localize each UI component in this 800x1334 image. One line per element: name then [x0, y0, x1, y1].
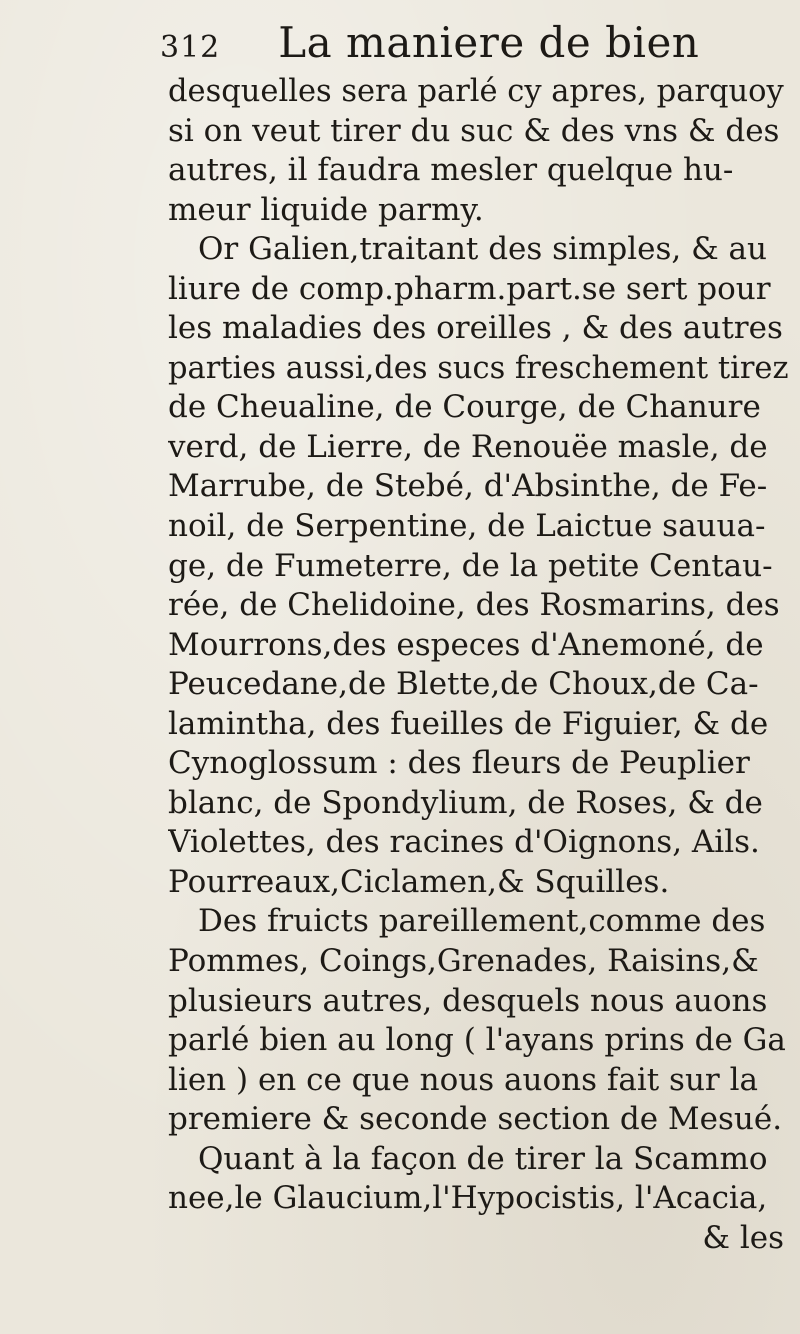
text-line: plusieurs autres, desquels nous auons [168, 982, 768, 1019]
text-line: Des fruicts pareillement,comme des [198, 903, 766, 940]
text-line: parlé bien au long ( l'ayans prins de Ga [168, 1022, 786, 1059]
text-line: rée, de Chelidoine, des Rosmarins, des [168, 587, 780, 624]
text-line: Violettes, des racines d'Oignons, Ails. [168, 824, 760, 861]
text-line: meur liquide parmy. [168, 191, 484, 228]
text-line: Pommes, Coings,Grenades, Raisins,& [168, 943, 759, 980]
catchword: & les [702, 1219, 784, 1256]
text-line: lien ) en ce que nous auons fait sur la [168, 1061, 758, 1098]
text-line: premiere & seconde section de Mesué. [168, 1101, 783, 1138]
text-line: verd, de Lierre, de Renouëe masle, de [168, 428, 768, 465]
text-line: noil, de Serpentine, de Laictue sauua- [168, 508, 766, 545]
text-line: Pourreaux,Ciclamen,& Squilles. [168, 863, 670, 900]
text-line: desquelles sera parlé cy apres, parquoy [168, 74, 784, 109]
text-line: Quant à la façon de tirer la Scammo [198, 1140, 768, 1177]
text-line: les maladies des oreilles , & des autres [168, 310, 783, 347]
text-line: Mourrons,des especes d'Anemoné, de [168, 626, 764, 663]
text-line: Or Galien,traitant des simples, & au [198, 231, 768, 268]
text-line: nee,le Glaucium,l'Hypocistis, l'Acacia, [168, 1180, 768, 1217]
text-line: de Cheualine, de Courge, de Chanure [168, 389, 761, 426]
page-number: 312 [160, 30, 221, 65]
text-line: ge, de Fumeterre, de la petite Centau- [168, 547, 773, 584]
text-line: lamintha, des fueilles de Figuier, & de [168, 705, 769, 742]
text-line: Cynoglossum : des fleurs de Peuplier [168, 745, 750, 782]
page-header [160, 18, 699, 74]
text-line: liure de comp.pharm.part.se sert pour [168, 270, 771, 307]
text-line: Peucedane,de Blette,de Choux,de Ca- [168, 666, 759, 703]
running-head: La maniere de bien [278, 18, 700, 67]
text-line: blanc, de Spondylium, de Roses, & de [168, 784, 763, 821]
body-text [168, 72, 790, 1258]
text-line: Marrube, de Stebé, d'Absinthe, de Fe- [168, 468, 768, 505]
text-line: autres, il faudra mesler quelque hu- [168, 152, 734, 189]
text-line: si on veut tirer du suc & des vns & des [168, 112, 780, 149]
text-line: parties aussi,des sucs freschement tirez [168, 350, 789, 386]
